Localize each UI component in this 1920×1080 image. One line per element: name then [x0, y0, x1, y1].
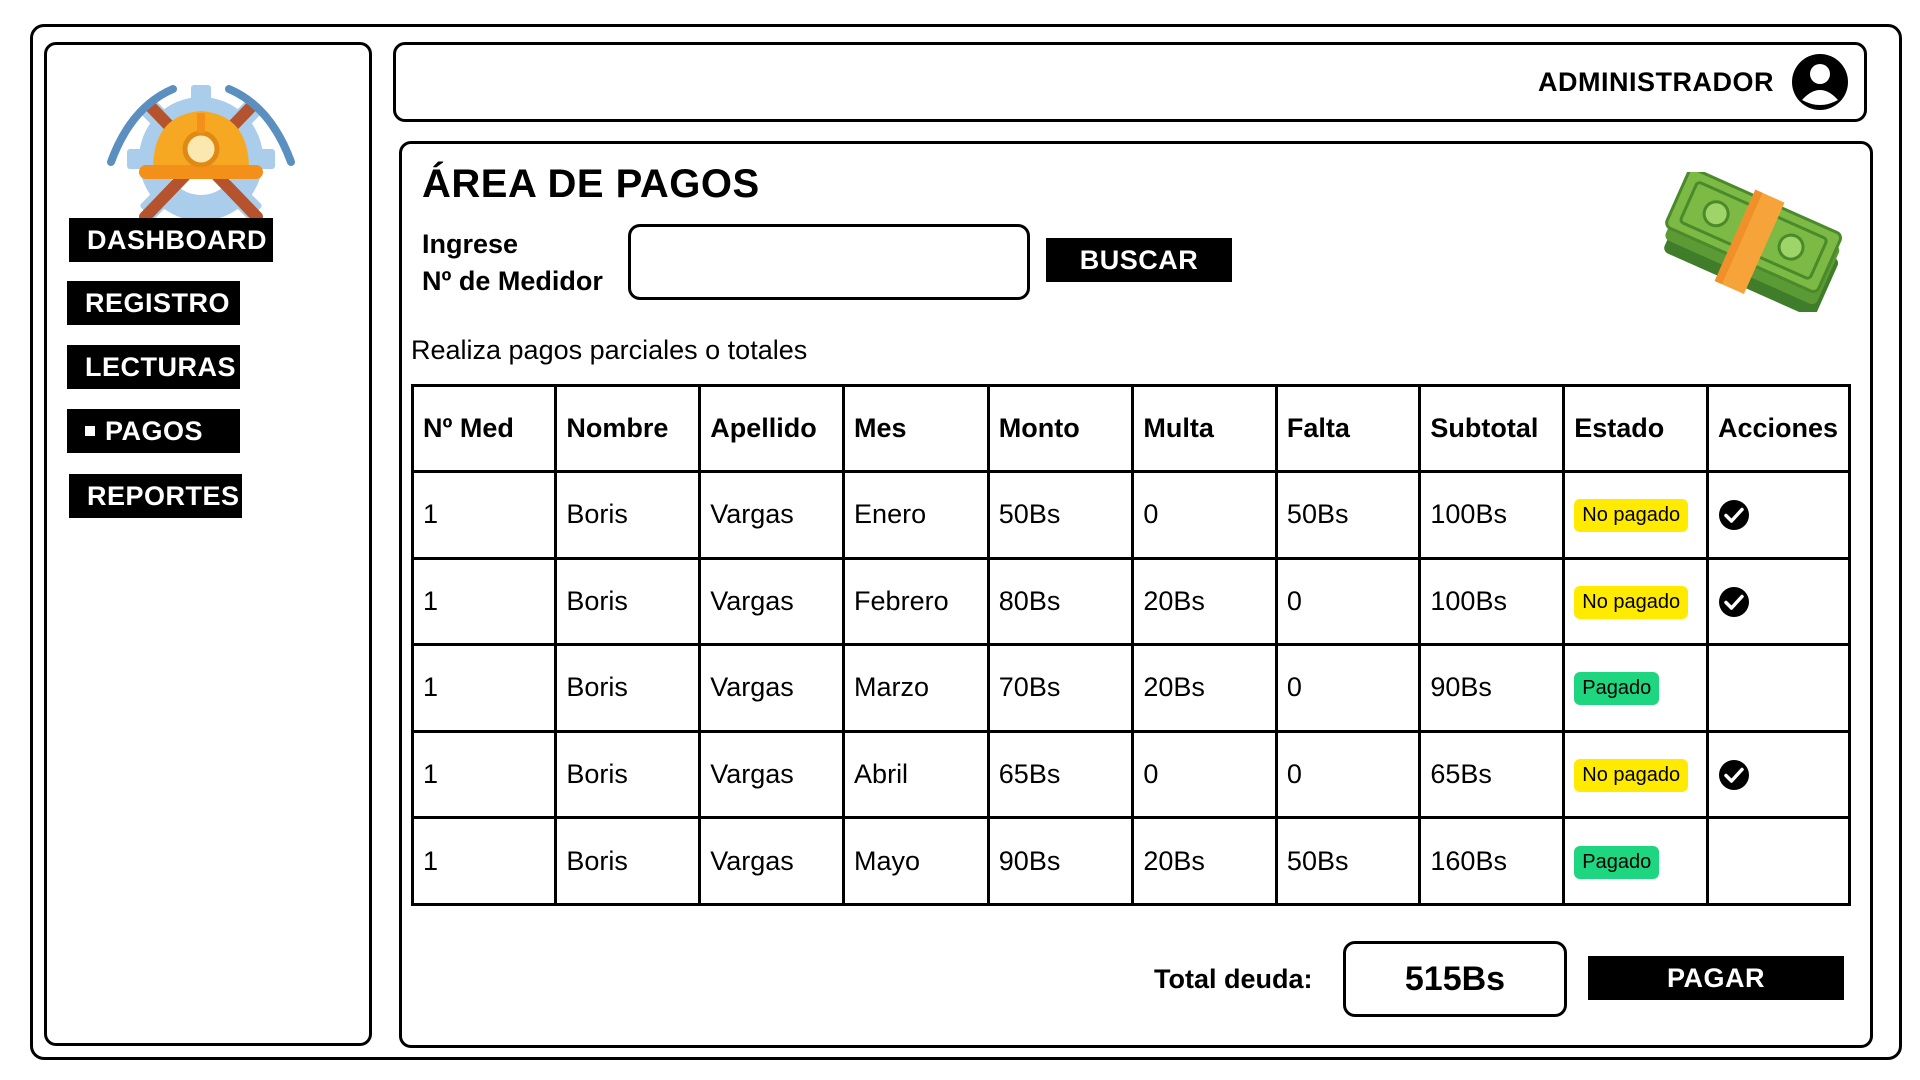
cell-apellido: Vargas [700, 472, 844, 559]
cell-apellido: Vargas [700, 818, 844, 905]
cell-nombre: Boris [556, 558, 700, 645]
page-title: ÁREA DE PAGOS [422, 162, 760, 206]
cell-monto: 65Bs [988, 731, 1133, 818]
sidebar-item-pagos[interactable] [67, 409, 240, 453]
page-subtitle: Realiza pagos parciales o totales [411, 335, 808, 365]
table-row [413, 558, 1850, 645]
cell-apellido: Vargas [700, 558, 844, 645]
status-badge: No pagado [1574, 586, 1688, 619]
cell-nombre: Boris [556, 731, 700, 818]
search-button[interactable]: BUSCAR [1046, 238, 1232, 282]
column-header: Estado [1564, 386, 1708, 472]
active-bullet-icon [85, 426, 95, 436]
sidebar-item-lecturas[interactable] [67, 345, 240, 389]
confirm-payment-check-icon[interactable] [1718, 499, 1750, 531]
column-header: Nº Med [413, 386, 556, 472]
cell-subtotal: 90Bs [1420, 645, 1564, 732]
cell-monto: 50Bs [988, 472, 1133, 559]
cell-nombre: Boris [556, 645, 700, 732]
status-badge: No pagado [1574, 499, 1688, 532]
cell-acciones [1707, 558, 1849, 645]
cell-multa: 0 [1133, 472, 1277, 559]
table-row [413, 818, 1850, 905]
cell-estado [1564, 558, 1708, 645]
cell-falta: 0 [1276, 558, 1419, 645]
cell-med: 1 [413, 645, 556, 732]
meter-number-input[interactable] [628, 224, 1030, 300]
cell-mes: Enero [844, 472, 989, 559]
column-header: Multa [1133, 386, 1277, 472]
table-row [413, 645, 1850, 732]
cell-falta: 0 [1276, 731, 1419, 818]
cell-subtotal: 65Bs [1420, 731, 1564, 818]
cell-estado [1564, 731, 1708, 818]
cell-falta: 0 [1276, 645, 1419, 732]
sidebar-item-registro[interactable] [67, 281, 240, 325]
confirm-payment-check-icon[interactable] [1718, 759, 1750, 791]
user-avatar-icon[interactable] [1790, 52, 1850, 112]
top-header [393, 42, 1867, 122]
cell-mes: Febrero [844, 558, 989, 645]
cell-subtotal: 100Bs [1420, 472, 1564, 559]
cell-nombre: Boris [556, 818, 700, 905]
cell-multa: 20Bs [1133, 645, 1277, 732]
cell-mes: Abril [844, 731, 989, 818]
sidebar-item-dashboard[interactable] [69, 218, 273, 262]
cell-med: 1 [413, 818, 556, 905]
sidebar-item-label: PAGOS [105, 415, 204, 446]
cell-acciones [1707, 731, 1849, 818]
confirm-payment-check-icon[interactable] [1718, 586, 1750, 618]
cell-mes: Marzo [844, 645, 989, 732]
column-header: Apellido [700, 386, 844, 472]
payments-panel [399, 141, 1873, 1048]
cell-monto: 90Bs [988, 818, 1133, 905]
column-header: Falta [1276, 386, 1419, 472]
column-header: Mes [844, 386, 989, 472]
table-header-row [413, 386, 1850, 472]
cell-multa: 20Bs [1133, 818, 1277, 905]
cell-estado [1564, 472, 1708, 559]
sidebar-item-label: DASHBOARD [87, 224, 267, 255]
column-header: Nombre [556, 386, 700, 472]
cell-subtotal: 100Bs [1420, 558, 1564, 645]
search-label: Ingrese Nº de Medidor [422, 229, 603, 296]
total-debt-label: Total deuda: [1154, 964, 1313, 994]
cell-subtotal: 160Bs [1420, 818, 1564, 905]
pay-button[interactable]: PAGAR [1588, 956, 1844, 1000]
payments-table [411, 384, 1851, 906]
sidebar-item-label: REGISTRO [85, 287, 231, 318]
money-stack-icon [1660, 172, 1850, 312]
column-header: Subtotal [1420, 386, 1564, 472]
cell-acciones [1707, 645, 1849, 732]
cell-acciones [1707, 818, 1849, 905]
status-badge: Pagado [1574, 846, 1659, 879]
cell-apellido: Vargas [700, 731, 844, 818]
sidebar [44, 42, 372, 1046]
cell-falta: 50Bs [1276, 472, 1419, 559]
user-role-label: ADMINISTRADOR [1538, 67, 1774, 97]
cell-acciones [1707, 472, 1849, 559]
column-header: Monto [988, 386, 1133, 472]
status-badge: No pagado [1574, 759, 1688, 792]
cell-med: 1 [413, 731, 556, 818]
cell-monto: 80Bs [988, 558, 1133, 645]
cell-estado [1564, 645, 1708, 732]
sidebar-item-label: REPORTES [87, 480, 240, 511]
cell-multa: 20Bs [1133, 558, 1277, 645]
cell-estado [1564, 818, 1708, 905]
table-row [413, 731, 1850, 818]
cell-apellido: Vargas [700, 645, 844, 732]
cell-multa: 0 [1133, 731, 1277, 818]
sidebar-item-reportes[interactable] [69, 474, 242, 518]
status-badge: Pagado [1574, 672, 1659, 705]
cell-mes: Mayo [844, 818, 989, 905]
sidebar-item-label: LECTURAS [85, 351, 236, 382]
cell-med: 1 [413, 472, 556, 559]
column-header: Acciones [1707, 386, 1849, 472]
cell-med: 1 [413, 558, 556, 645]
cell-falta: 50Bs [1276, 818, 1419, 905]
cell-nombre: Boris [556, 472, 700, 559]
total-debt-value: 515Bs [1343, 941, 1567, 1017]
table-row [413, 472, 1850, 559]
cell-monto: 70Bs [988, 645, 1133, 732]
